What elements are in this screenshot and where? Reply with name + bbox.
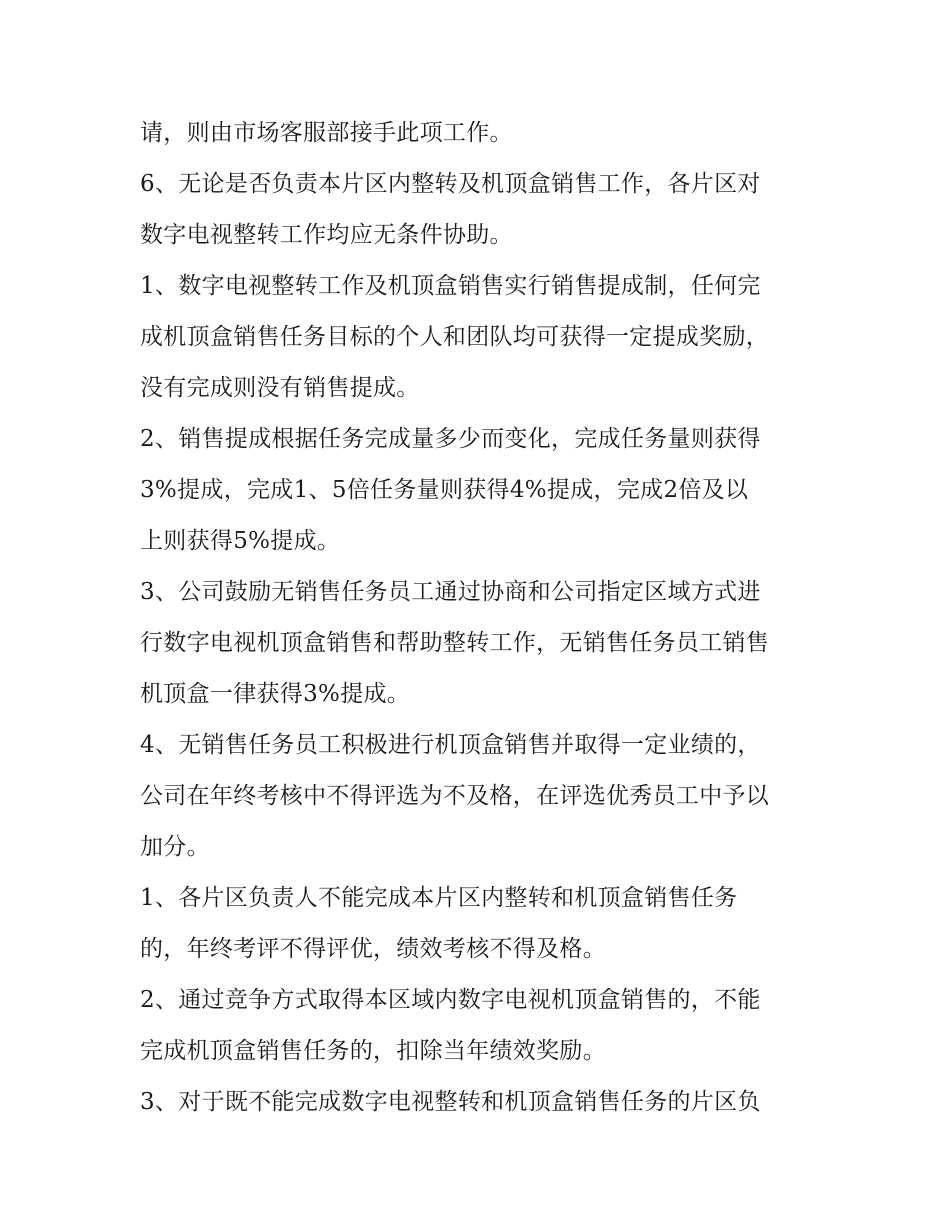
text-line: 数字电视整转工作均应无条件协助。 [140,222,513,248]
text-line: 3、公司鼓励无销售任务员工通过协商和公司指定区域方式进 [140,579,761,605]
text-line: 4、无销售任务员工积极进行机顶盒销售并取得一定业绩的， [140,732,761,758]
text-line: 3%提成，完成1、5倍任务量则获得4%提成，完成2倍及以 [140,477,749,503]
text-line: 3、对于既不能完成数字电视整转和机顶盒销售任务的片区负 [140,1089,761,1115]
text-line: 2、通过竞争方式取得本区域内数字电视机顶盒销售的，不能 [140,987,761,1013]
text-line: 公司在年终考核中不得评选为不及格，在评选优秀员工中予以 [140,783,770,809]
text-line: 加分。 [140,834,210,860]
text-line: 2、销售提成根据任务完成量多少而变化，完成任务量则获得 [140,426,761,452]
text-line: 的，年终考评不得评优，绩效考核不得及格。 [140,936,606,962]
text-line: 没有完成则没有销售提成。 [140,375,420,401]
text-line: 机顶盒一律获得3%提成。 [140,681,411,707]
text-line: 完成机顶盒销售任务的，扣除当年绩效奖励。 [140,1038,606,1064]
document-body [140,108,820,1128]
text-line: 1、数字电视整转工作及机顶盒销售实行销售提成制，任何完 [140,273,761,299]
text-line: 成机顶盒销售任务目标的个人和团队均可获得一定提成奖励， [140,324,770,350]
text-line: 6、无论是否负责本片区内整转及机顶盒销售工作，各片区对 [140,171,761,197]
text-line: 上则获得5%提成。 [140,528,341,554]
text-line: 1、各片区负责人不能完成本片区内整转和机顶盒销售任务 [140,885,738,911]
text-line: 行数字电视机顶盒销售和帮助整转工作，无销售任务员工销售 [140,630,770,656]
text-line: 请，则由市场客服部接手此项工作。 [140,120,513,146]
